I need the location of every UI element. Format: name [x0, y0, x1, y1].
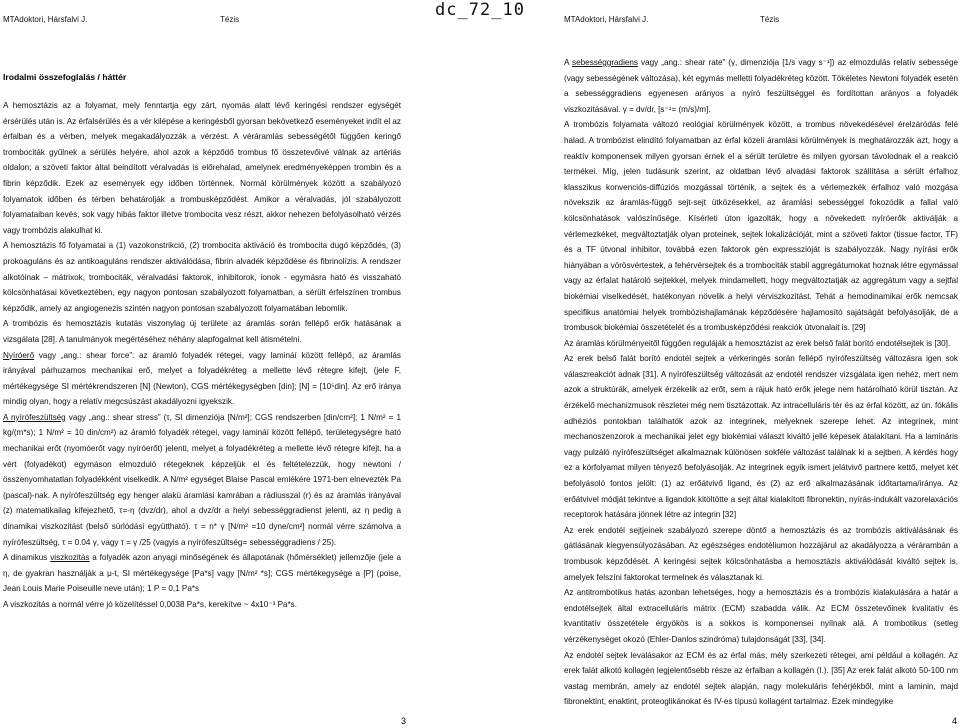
left-column: [3, 98, 401, 613]
page-number-right: 4: [952, 716, 958, 726]
paragraph: A viszkozitás a normál vérre jó közelítéssel 0,0038 Pa*s, kerekítve ~ 4x10⁻³ Pa*s.: [3, 600, 297, 609]
paragraph: Az áramlás körülményeitől függően reguláják a hemosztázist az erek belső falát borító endotélsejtek is [30].: [564, 338, 951, 348]
header-left-author: MTAdoktori, Hársfalvi J.: [3, 15, 88, 24]
paragraph: Az endotél sejtek levalásakor az ECM és az érfal más, mély szerkezeti rétegei, ami például a kollagén. Az erek falát alkotó kollagén legjelentősebb része az érfalban a kollagén (I.). [35] Az erek falát alkotó 50-100 nm vastag membrán, amely az endotél sejtek alapján, nagy molekuláris fehérjékből, mint a laminin, majd fibronektint, enaktint, proteoglikánokat és IV-es típusú kollagént tartalmaz. Ezek mindegyike: [564, 650, 958, 707]
paragraph: A nyírófeszültség vagy „ang.: shear stress” (τ, SI dimenziója [N/m²]; CGS rendszerben [din/cm²]; 1 N/m² = 1 kg/(m*s); 1 N/m² = 10 din/cm²) az áramló folyadék rétegei, vagy lamináí között fellépő, területegységre ható mechanikai erőt (nyomóerőt vagy nyíróerőt) jelenti, melyet a folyadékréteg a mellette lévő rétegre kifejt, ha a vért (folyadékot) egymáson elmozduló rétegeknek képzeljük el és feltételezzük, hogy newtoni / összenyomhatatlan folyadékként viselkedik. A N/m² egységet Blaise Pascal emlékére 1971-ben elnevezték Pa (pascal)-nak. A nyírófeszültség egy henger alakú áramlási kamrában a rádiusszal (r) és az áramlás irányával (z) matematikailag kifejezhető, τ=-η (dvz/dr), ahol a dvz/dr a helyi sebességgradienst jelenti, az η pedig a dinamikai viszkozitást (belső súrlódási együttható). τ = n* γ [N/m² =10 dyne/cm²] normál vérre számolva a nyírófeszültség, τ = 0.04 γ, vagy τ = γ /25 (vagyis a nyírófeszültség= sebességgradiens / 25).: [3, 412, 401, 547]
term: A nyírófeszültség: [3, 412, 66, 422]
paragraph: Az erek endotél sejtjeinek szabályozó szerepe döntő a hemosztázis és az trombózis aktiválásának és gátlásának kiegyensúlyozásában. Az egészséges endotéliumon hozzájárul az akadályozza a vérárambán a trombusok képződését. A keringési sejtek kölcsönhatásba a hemosztázis aktiválódását kiváltó sejtek is, amelyek felszíni faktorokat termelnek és választanak ki.: [564, 525, 958, 582]
paragraph: A sebességgradiens vagy „ang.: shear rate” (γ, dimenziója [1/s vagy s⁻¹]) az elmozdulás relatív sebessége (vagy sebességének változása), két egymás melletti folyadékréteg között. Tökéletes Newtoni folyadék esetén a sebességgradiens egyenesen arányos a nyíró feszültséggel és fordítottan arányos a folyadék viszkozitásával. γ = dv/dr, [s⁻¹= (m/s)/m].: [564, 58, 958, 114]
paragraph: A trombózis folyamata változó reológiai körülmények között, a trombus növekedésével érelzáródás felé halad. A trombózist elindító folyamatban az érfal közeli áramlási körülmények is meghatározzák azt, hogy a reaktív komponensek milyen gyorsan érnek el a sérült területre és milyen gyorsan távolodnak el a reakció termékei. Míg, jelen tudásunk szerint, az oldatban lévő alvadási faktorok szállítása a sérült érfalhoz klasszikus konvenciós-diffúziós mozgással történik, a sejtek és a vérlemezkék érfalhoz való mozgása növekszik az áramlás-függő sejt-sejt ütközésekkel, az áramlási sebességgel fokozódik a fallal való kölcsönhatások valószínűsége. Kísérleti úton igazolták, hogy a növekedett nyíróerők aktiválják a vérlemezkéket, megváltoztatják olyan proteinek, sejtek lokalizációját, mint a szöveti faktor (tissue factor, TF) és a TF útvonal inhibitor, továbbá ezen faktorok gén expresszióját is szabályozzák. Nagy nyírási erők hiányában a vörösvértestek, a fehérvérsejtek és a trombociták stabil aggregátumokat hoznak létre egymással vagy az érfalat határoló sejtekkel, melyek mindamellett, hogy megváltoztatják az aggregátum vagy a sejtfal biokémiai viselkedését, hatékonyan növelik a helyi vérviszkozitást. Tehát a hemodinamikai erők nemcsak specifikus anatómiai helyek trombózishajlamának képződésére hajlamosító sajátságát befolyásolják, de a trombusok biokémiai összetételét és a trombusképződési reakciók útvonalait is. [29]: [564, 120, 958, 333]
header-right-type: Tézis: [760, 15, 780, 24]
paragraph: Nyíróerő vagy „ang.: shear force”: az áramló folyadék rétegei, vagy lamináí között fellépő, az áramlás irányával párhuzamos mechanikai erő, melyet a folyadékréteg a mellette lévő rétegre kifejt, (jele F, mértékegysége SI mértékrendszeren [N] (Newton), CGS mértékegységben [din]; [N] = [10⁵din]. Az erő iránya mindig olyan, hogy a relatív megcsúszást akadályozni igyekszik.: [3, 350, 401, 407]
term: viszkozitás: [50, 553, 90, 563]
right-column: [564, 55, 958, 710]
paragraph: A hemosztázis az a folyamat, mely fenntartja egy zárt, nyomás alatt lévő keringési rendszer egységét érsérülés után is. Az érfalsérülés és a vér kilépése a keringésből gyorsan bekövetkező eseményeket indít el az érfalban és a vérben, melyek megakadályozzák a vérzést. A véráramlás sebességétől függően keringő trombociták gyűlnek a sérülés helyére, ahol azok a képződő trombus fő összetevőivé válnak az artériás oldalon; a szöveti faktor által beindított véralvadás is előrehalad, amelynek eredményeképpen trombin és a fibrin képződik. Ezek az események egy időben történnek. Normál körülmények között a szabályozó folyamatok időben és térben behatárolják a trombusképződést. Amikor a véralvadás, jól szabályozott folyamataiban kevés, sok vagy hibás faktor illetve trombocita vesz részt, akkor nehezen befolyásolható vérzés vagy trombózis alakulhat ki.: [3, 101, 401, 235]
paragraph: A hemosztázis fő folyamatai a (1) vazokonstrikció, (2) trombocita aktiváció és trombocita dugó képződés, (3) prokoaguláns és az antikoaguláns rendszer aktiválódása, fibrin alvadék képződése és fibrinolízis. A rendszer alkotóinak – mátrixok, trombociták, véralvadási faktorok, inhibitorok, ionok - egymásra ható és visszaható kölcsönhatásai következtében, egy nagyon pontosan szabályozott folyamatban, a sérült érfelszínen trombus képződik, amely az angiogenezis szintén nagyon pontosan szabályozott folyamatában lebomlik.: [3, 241, 401, 313]
paragraph: A dinamikus viszkozitás a folyadék azon anyagi minőségének és állapotának (hőmérséklet) jellemzője (jele a η, de gyakran használják a μ-t, SI mértékegysége [Pa*s] vagy [N/m² *s]; CGS mértékegysége a [P] (poise, Jean Louis Marie Poiseuille neve után); 1 P = 0,1 Pa*s: [3, 553, 401, 594]
document-id: dc_72_10: [435, 0, 525, 20]
term: sebességgradiens: [572, 58, 638, 67]
term: Nyíróerő: [3, 350, 35, 360]
header-right-author: MTAdoktori, Hársfalvi J.: [564, 15, 649, 24]
paragraph: A trombózis és hemosztázis kutatás viszonylag új területe az áramlás során fellépő erők hatásának a vizsgálata [28]. A tanulmányok megértéséhez néhány alapfogalmat kell átismételni.: [3, 319, 401, 344]
header-left-type: Tézis: [220, 15, 240, 24]
paragraph: Az antitrombotikus hatás azonban lehetséges, hogy a hemosztázis és a trombózis kialakulására a határ a endotélsejtek által extracelluláris mátrix (ECM) szabadda válik. Az ECM összetevőinek kvalitatív és kvantitatív összetétele érgyökös is a sokkos is komponensei nyílnak alá. A trombotikus (setleg vérzékenységet okozó (Ehler-Danlos szindróma) tulajdonságát [33], [34].: [564, 588, 958, 644]
page-number-left: 3: [401, 716, 407, 726]
paragraph: Az erek belső falát borító endotél sejtek a vérkeringés során fellépő nyírófeszültség változásra igen sok válaszreakciót adnak [31]. A nyírófeszültség változását az endotél rendszer vizsgálata igen nehéz, mert nem azok a struktúrák, amelyek érzékelik az erőt, sem a rájuk ható erők jelege nem határolható körül tisztán. Az érzékelő mechanizmusok részletei még nem tisztázottak. Az intracelluláris tér és az érfal között, az ún. fókális adhéziós pontokban találhatók azok az integrinek, melyeknek szerepe lehet. Az integrinek, mint mechanoszenzorok a mechanikai jelet egy biokémiai választ kiváltó jellé képesek átalakítani. Ha a lamináris vagy pulzáló nyírófeszültséget alkalmaznak különösen sokféle változást találnak ki a sejtben. A kérdés hogy ez a kórfolyamat milyen tényező befolyásolják. Az integrinek egyik ismert jelátvivő partnere kettő, melyet két befolyásoló fontos jelölt: (1) az erőátvivő ligand, és (2) az erő alkalmazásának időtartama/iránya. Az erőátvivel módját tekintve a ligandok kitöltötte a sejt által kialakított fibronektin, nyírás-indukált vazorelaxációs receptorok hatására jönnek létre az integrin [32]: [564, 354, 958, 520]
section-title: Irodalmi összefoglalás / háttér: [3, 72, 127, 82]
